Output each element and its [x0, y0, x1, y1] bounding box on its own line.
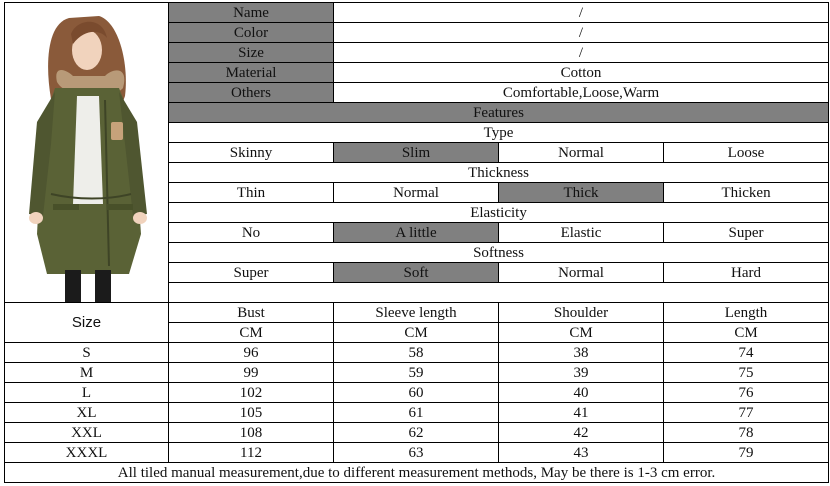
- unit-label: CM: [169, 323, 334, 343]
- spec-table: [4, 2, 829, 483]
- size-header-row: [5, 303, 829, 323]
- size-row: [5, 343, 829, 363]
- size-value: 99: [169, 363, 334, 383]
- product-photo: [5, 3, 169, 303]
- size-value: 76: [664, 383, 829, 403]
- feature-option: Loose: [664, 143, 829, 163]
- feature-option: A little: [334, 223, 499, 243]
- size-value: 41: [499, 403, 664, 423]
- size-value: 61: [334, 403, 499, 423]
- size-value: 108: [169, 423, 334, 443]
- feature-option: Super: [664, 223, 829, 243]
- size-value: 102: [169, 383, 334, 403]
- measurement-note: All tiled manual measurement,due to different measurement methods, May be there is 1-3 cm error.: [5, 463, 829, 483]
- product-spec-sheet: [4, 2, 828, 484]
- feature-option: Thick: [499, 183, 664, 203]
- size-value: 58: [334, 343, 499, 363]
- size-value: 79: [664, 443, 829, 463]
- size-name: XXXL: [5, 443, 169, 463]
- feature-option: Normal: [334, 183, 499, 203]
- size-row: [5, 403, 829, 423]
- size-row: [5, 443, 829, 463]
- size-value: 112: [169, 443, 334, 463]
- feature-option: Skinny: [169, 143, 334, 163]
- spacer-cell: [169, 283, 829, 303]
- size-value: 43: [499, 443, 664, 463]
- feature-title-softness: Softness: [169, 243, 829, 263]
- size-value: 78: [664, 423, 829, 443]
- feature-option: Thicken: [664, 183, 829, 203]
- feature-title-thickness: Thickness: [169, 163, 829, 183]
- model-in-parka-image: [7, 4, 169, 302]
- size-value: 40: [499, 383, 664, 403]
- attr-row-name: [5, 3, 829, 23]
- size-value: 39: [499, 363, 664, 383]
- size-value: 59: [334, 363, 499, 383]
- size-value: 96: [169, 343, 334, 363]
- size-value: 63: [334, 443, 499, 463]
- feature-option: Normal: [499, 143, 664, 163]
- attr-label-color: Color: [169, 23, 334, 43]
- unit-label: CM: [664, 323, 829, 343]
- size-value: 62: [334, 423, 499, 443]
- attr-label-others: Others: [169, 83, 334, 103]
- feature-option: Hard: [664, 263, 829, 283]
- size-row: [5, 423, 829, 443]
- size-value: 105: [169, 403, 334, 423]
- column-header-shoulder: Shoulder: [499, 303, 664, 323]
- attr-value-size: /: [334, 43, 829, 63]
- size-name: XL: [5, 403, 169, 423]
- footer-row: [5, 463, 829, 483]
- attr-label-material: Material: [169, 63, 334, 83]
- unit-label: CM: [334, 323, 499, 343]
- column-header-bust: Bust: [169, 303, 334, 323]
- attr-label-name: Name: [169, 3, 334, 23]
- size-name: L: [5, 383, 169, 403]
- attr-value-color: /: [334, 23, 829, 43]
- column-header-sleeve-length: Sleeve length: [334, 303, 499, 323]
- feature-option: Elastic: [499, 223, 664, 243]
- size-name: M: [5, 363, 169, 383]
- size-column-label: Size: [5, 303, 169, 343]
- feature-title-type: Type: [169, 123, 829, 143]
- unit-label: CM: [499, 323, 664, 343]
- size-name: XXL: [5, 423, 169, 443]
- column-header-length: Length: [664, 303, 829, 323]
- features-title: Features: [169, 103, 829, 123]
- feature-title-elasticity: Elasticity: [169, 203, 829, 223]
- attr-value-others: Comfortable,Loose,Warm: [334, 83, 829, 103]
- attr-label-size: Size: [169, 43, 334, 63]
- size-row: [5, 363, 829, 383]
- size-name: S: [5, 343, 169, 363]
- size-value: 75: [664, 363, 829, 383]
- attr-value-material: Cotton: [334, 63, 829, 83]
- feature-option: Super: [169, 263, 334, 283]
- feature-option: Normal: [499, 263, 664, 283]
- feature-option: No: [169, 223, 334, 243]
- attr-value-name: /: [334, 3, 829, 23]
- size-value: 42: [499, 423, 664, 443]
- size-row: [5, 383, 829, 403]
- size-value: 74: [664, 343, 829, 363]
- size-value: 77: [664, 403, 829, 423]
- size-value: 60: [334, 383, 499, 403]
- size-value: 38: [499, 343, 664, 363]
- feature-option: Thin: [169, 183, 334, 203]
- feature-option: Soft: [334, 263, 499, 283]
- feature-option: Slim: [334, 143, 499, 163]
